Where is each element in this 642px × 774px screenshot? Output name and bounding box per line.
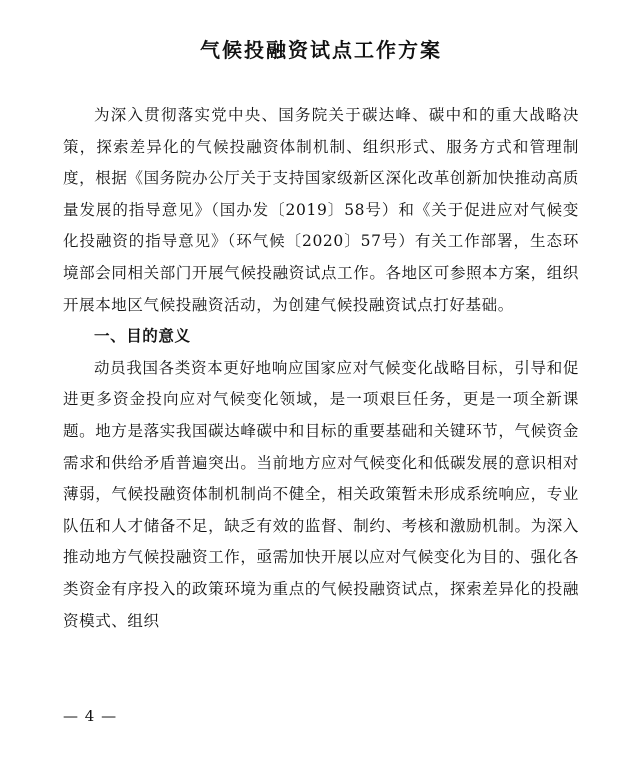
intro-paragraph: 为深入贯彻落实党中央、国务院关于碳达峰、碳中和的重大战略决策，探索差异化的气候投融资体制机制、组织形式、服务方式和管理制度，根据《国务院办公厅关于支持国家级新区深化改革创新加快推动高质量发展的指导意见》（国办发〔2019〕58号）和《关于促进应对气候变化投融资的指导意见》（环气候〔2020〕57号）有关工作部署，生态环境部会同相关部门开展气候投融资试点工作。各地区可参照本方案，组织开展本地区气候投融资活动，为创建气候投融资试点打好基础。 (63, 106, 579, 314)
section-paragraph-purpose: 动员我国各类资本更好地响应国家应对气候变化战略目标，引导和促进更多资金投向应对气候变化领域，是一项艰巨任务，更是一项全新课题。地方是落实我国碳达峰碳中和目标的重要基础和关键环节，气候资金需求和供给矛盾普遍突出。当前地方应对气候变化和低碳发展的意识相对薄弱，气候投融资体制机制尚不健全，相关政策暂未形成系统响应，专业队伍和人才储备不足，缺乏有效的监督、制约、考核和激励机制。为深入推动地方气候投融资工作，亟需加快开展以应对气候变化为目的、强化各类资金有序投入的政策环境为重点的气候投融资试点，探索差异化的投融资模式、组织 (63, 358, 579, 630)
page-number: — 4 — (63, 707, 118, 725)
section-heading-purpose: 一、目的意义 (94, 327, 191, 346)
document-body (63, 100, 579, 637)
document-title: 气候投融资试点工作方案 (200, 38, 442, 62)
